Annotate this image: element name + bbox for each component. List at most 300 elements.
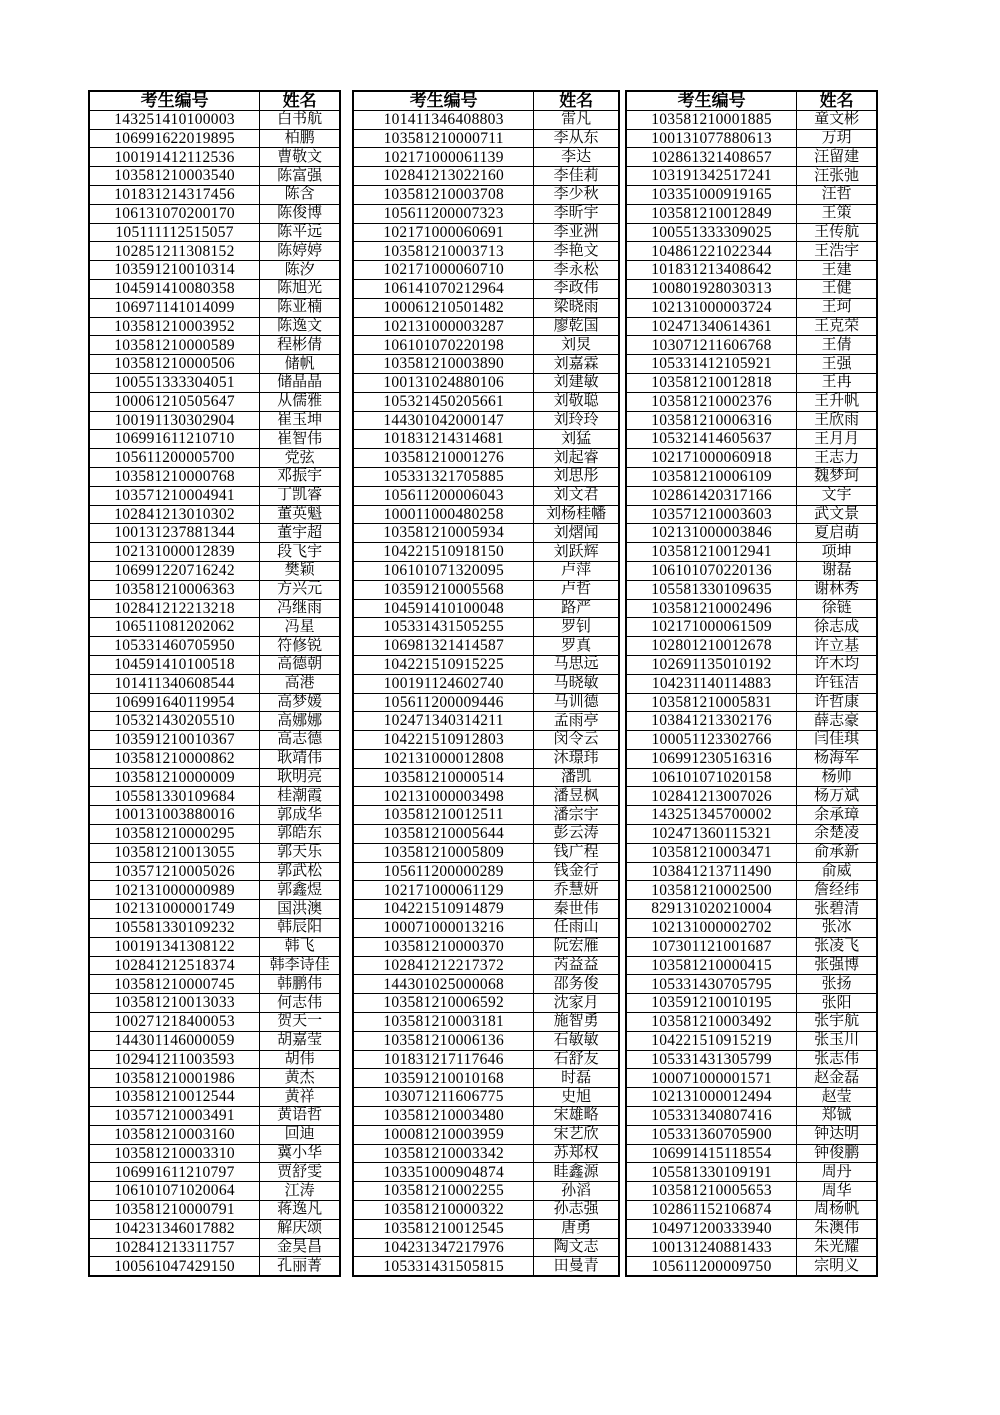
candidate-name: 徐链 xyxy=(797,599,877,618)
candidate-name: 冀小华 xyxy=(260,1144,340,1163)
table-row xyxy=(626,411,877,430)
candidate-name: 陈亚楠 xyxy=(260,298,340,317)
table-row xyxy=(626,787,877,806)
candidate-id: 103351000919165 xyxy=(626,185,797,204)
candidate-id: 105581330109232 xyxy=(89,919,260,938)
candidate-name: 黄杰 xyxy=(260,1069,340,1088)
table-row xyxy=(626,298,877,317)
candidate-id: 103581210000514 xyxy=(353,768,534,787)
candidate-name: 沐璟玮 xyxy=(534,749,619,768)
candidate-name: 刘思彤 xyxy=(534,467,619,486)
candidate-id: 102471360115321 xyxy=(626,825,797,844)
table-row xyxy=(353,1088,619,1107)
table-row xyxy=(626,148,877,167)
table-row xyxy=(89,825,340,844)
table-row xyxy=(89,1069,340,1088)
candidate-name: 段飞宇 xyxy=(260,543,340,562)
candidate-name: 王浩宇 xyxy=(797,242,877,261)
candidate-name: 钟俊鹏 xyxy=(797,1144,877,1163)
candidate-name: 方兴元 xyxy=(260,580,340,599)
candidate-id: 103581210000768 xyxy=(89,467,260,486)
table-row xyxy=(89,1144,340,1163)
candidate-id: 100131077880613 xyxy=(626,129,797,148)
candidate-id: 102471340614361 xyxy=(626,317,797,336)
candidate-id: 105111112515057 xyxy=(89,223,260,242)
candidate-id: 103581210001276 xyxy=(353,449,534,468)
candidate-name: 韩辰阳 xyxy=(260,919,340,938)
candidate-name: 何志伟 xyxy=(260,994,340,1013)
candidate-name: 柏鹏 xyxy=(260,129,340,148)
candidate-id: 103581210003890 xyxy=(353,355,534,374)
candidate-id: 103581210005653 xyxy=(626,1182,797,1201)
table-row xyxy=(353,731,619,750)
candidate-name: 国洪澳 xyxy=(260,900,340,919)
candidate-id: 104231140114883 xyxy=(626,674,797,693)
table-row xyxy=(89,956,340,975)
candidate-name: 秦世伟 xyxy=(534,900,619,919)
candidate-id: 103581210002500 xyxy=(626,881,797,900)
candidate-id: 100131240881433 xyxy=(626,1238,797,1257)
candidate-name: 芮益益 xyxy=(534,956,619,975)
candidate-name: 金昊昌 xyxy=(260,1238,340,1257)
table-row xyxy=(353,1125,619,1144)
candidate-name: 刘跃辉 xyxy=(534,543,619,562)
candidate-id: 104971200333940 xyxy=(626,1219,797,1238)
candidate-id: 106131070200170 xyxy=(89,204,260,223)
candidate-name: 刘熠闻 xyxy=(534,524,619,543)
candidate-id: 100551333309025 xyxy=(626,223,797,242)
candidate-name: 贾舒雯 xyxy=(260,1163,340,1182)
candidate-name: 徐志成 xyxy=(797,618,877,637)
candidate-id: 105331340807416 xyxy=(626,1107,797,1126)
candidate-name: 李艳文 xyxy=(534,242,619,261)
candidate-id: 103581210013033 xyxy=(89,994,260,1013)
candidate-id: 107301121001687 xyxy=(626,937,797,956)
candidate-name: 耿明亮 xyxy=(260,768,340,787)
table-row xyxy=(353,975,619,994)
candidate-id: 100051123302766 xyxy=(626,731,797,750)
candidate-name: 邵务俊 xyxy=(534,975,619,994)
table-row xyxy=(353,279,619,298)
candidate-name: 张玉川 xyxy=(797,1031,877,1050)
candidate-id: 102131000002702 xyxy=(626,919,797,938)
candidate-id: 103581210002376 xyxy=(626,392,797,411)
candidate-id: 104221510915225 xyxy=(353,655,534,674)
candidate-name: 闵令云 xyxy=(534,731,619,750)
table-row xyxy=(353,1144,619,1163)
table-row xyxy=(353,1238,619,1257)
candidate-id: 102851211308152 xyxy=(89,242,260,261)
candidate-name: 陶文志 xyxy=(534,1238,619,1257)
candidate-name: 樊颖 xyxy=(260,561,340,580)
candidate-id: 103581210000322 xyxy=(353,1201,534,1220)
candidate-name: 石敏敏 xyxy=(534,1031,619,1050)
table-row xyxy=(353,843,619,862)
candidate-id: 105611200006043 xyxy=(353,486,534,505)
table-row xyxy=(353,467,619,486)
candidate-id: 103581210003342 xyxy=(353,1144,534,1163)
table-row xyxy=(89,392,340,411)
candidate-name: 宗明义 xyxy=(797,1257,877,1276)
candidate-id: 102691135010192 xyxy=(626,655,797,674)
table-row xyxy=(626,1125,877,1144)
candidate-id: 103591210010195 xyxy=(626,994,797,1013)
table-row xyxy=(626,693,877,712)
candidate-name: 符修锐 xyxy=(260,637,340,656)
candidate-name: 马思远 xyxy=(534,655,619,674)
candidate-name: 王传航 xyxy=(797,223,877,242)
candidate-name: 张强博 xyxy=(797,956,877,975)
candidate-name: 胡伟 xyxy=(260,1050,340,1069)
table-row xyxy=(626,167,877,186)
candidate-name: 孙滔 xyxy=(534,1182,619,1201)
candidate-id: 106101071020064 xyxy=(89,1182,260,1201)
candidate-name: 钱广程 xyxy=(534,843,619,862)
candidate-id: 102131000003724 xyxy=(626,298,797,317)
candidate-id: 102861420317166 xyxy=(626,486,797,505)
table-row xyxy=(626,1050,877,1069)
candidate-name: 刘嘉霖 xyxy=(534,355,619,374)
table-row xyxy=(353,637,619,656)
candidate-name: 魏梦珂 xyxy=(797,467,877,486)
table-row xyxy=(626,712,877,731)
candidate-id-header: 考生编号 xyxy=(353,91,534,110)
candidate-id: 103571210004941 xyxy=(89,486,260,505)
candidate-name: 汪张弛 xyxy=(797,167,877,186)
candidate-id: 103581210003708 xyxy=(353,185,534,204)
candidate-name: 孟雨亭 xyxy=(534,712,619,731)
table-row xyxy=(353,561,619,580)
candidate-id: 102841213010302 xyxy=(89,505,260,524)
candidate-id: 100551333304051 xyxy=(89,373,260,392)
table-row xyxy=(353,411,619,430)
table-row xyxy=(353,392,619,411)
candidate-name: 韩飞 xyxy=(260,937,340,956)
candidate-id: 103581210006316 xyxy=(626,411,797,430)
roster-table-2 xyxy=(352,90,620,1277)
table-row xyxy=(89,355,340,374)
table-row xyxy=(89,843,340,862)
candidate-id: 105581330109635 xyxy=(626,580,797,599)
table-row xyxy=(89,524,340,543)
candidate-id: 143251410100003 xyxy=(89,110,260,129)
candidate-id: 105331431305799 xyxy=(626,1050,797,1069)
candidate-id: 102171000060691 xyxy=(353,223,534,242)
candidate-id: 144301042000147 xyxy=(353,411,534,430)
candidate-id: 100061210501482 xyxy=(353,298,534,317)
table-row xyxy=(626,1088,877,1107)
candidate-id: 103581210003540 xyxy=(89,167,260,186)
table-row xyxy=(626,637,877,656)
candidate-id: 105611200000289 xyxy=(353,862,534,881)
candidate-name: 杨万斌 xyxy=(797,787,877,806)
table-row xyxy=(626,505,877,524)
table-row xyxy=(353,298,619,317)
candidate-name: 许立基 xyxy=(797,637,877,656)
candidate-name: 汪哲 xyxy=(797,185,877,204)
candidate-id: 102861321408657 xyxy=(626,148,797,167)
candidate-id: 105611200007323 xyxy=(353,204,534,223)
table-row xyxy=(353,505,619,524)
candidate-id: 101831213408642 xyxy=(626,261,797,280)
table-row xyxy=(353,204,619,223)
candidate-id: 102131000003287 xyxy=(353,317,534,336)
candidate-name: 文宇 xyxy=(797,486,877,505)
candidate-id: 100801928030313 xyxy=(626,279,797,298)
table-row xyxy=(626,900,877,919)
candidate-id: 103581210005831 xyxy=(626,693,797,712)
candidate-name: 周华 xyxy=(797,1182,877,1201)
candidate-name: 任雨山 xyxy=(534,919,619,938)
table-row xyxy=(626,373,877,392)
candidate-name: 朱光耀 xyxy=(797,1238,877,1257)
candidate-name: 杨海军 xyxy=(797,749,877,768)
candidate-name: 俞威 xyxy=(797,862,877,881)
candidate-id: 102171000061509 xyxy=(626,618,797,637)
candidate-name: 王升帆 xyxy=(797,392,877,411)
table-row xyxy=(89,1050,340,1069)
table-row xyxy=(353,693,619,712)
header-row xyxy=(626,91,877,110)
candidate-name: 崔玉坤 xyxy=(260,411,340,430)
candidate-id: 106101070220136 xyxy=(626,561,797,580)
table-row xyxy=(89,110,340,129)
candidate-id: 103581210000589 xyxy=(89,336,260,355)
candidate-id: 144301146000059 xyxy=(89,1031,260,1050)
candidate-id: 105321414605637 xyxy=(626,430,797,449)
table-row xyxy=(89,449,340,468)
table-row xyxy=(626,862,877,881)
candidate-name: 郭天乐 xyxy=(260,843,340,862)
candidate-name: 黄语哲 xyxy=(260,1107,340,1126)
candidate-name: 武文景 xyxy=(797,505,877,524)
table-row xyxy=(353,618,619,637)
candidate-name: 程彬倩 xyxy=(260,336,340,355)
table-row xyxy=(353,185,619,204)
candidate-id: 103581210013055 xyxy=(89,843,260,862)
candidate-name: 汪留建 xyxy=(797,148,877,167)
candidate-id: 100071000013216 xyxy=(353,919,534,938)
candidate-id: 103581210001885 xyxy=(626,110,797,129)
table-row xyxy=(626,749,877,768)
roster-table-3 xyxy=(625,90,878,1277)
candidate-id: 103581210000415 xyxy=(626,956,797,975)
table-row xyxy=(353,919,619,938)
table-row xyxy=(626,1107,877,1126)
candidate-id: 104221510915219 xyxy=(626,1031,797,1050)
candidate-name: 周丹 xyxy=(797,1163,877,1182)
table-row xyxy=(353,373,619,392)
candidate-id-header: 考生编号 xyxy=(89,91,260,110)
candidate-name: 高德朝 xyxy=(260,655,340,674)
table-row xyxy=(89,806,340,825)
candidate-id: 100131237881344 xyxy=(89,524,260,543)
candidate-id: 106141070212964 xyxy=(353,279,534,298)
table-row xyxy=(626,561,877,580)
candidate-name: 石舒友 xyxy=(534,1050,619,1069)
candidate-name: 王月月 xyxy=(797,430,877,449)
table-row xyxy=(353,524,619,543)
candidate-name: 夏启萌 xyxy=(797,524,877,543)
table-row xyxy=(626,674,877,693)
table-row xyxy=(626,655,877,674)
candidate-id: 143251345700002 xyxy=(626,806,797,825)
candidate-id: 106991611210710 xyxy=(89,430,260,449)
table-row xyxy=(626,242,877,261)
candidate-id: 101411346408803 xyxy=(353,110,534,129)
candidate-name: 韩李诗佳 xyxy=(260,956,340,975)
table-row xyxy=(89,994,340,1013)
table-row xyxy=(89,261,340,280)
table-row xyxy=(89,298,340,317)
candidate-name: 郑铖 xyxy=(797,1107,877,1126)
table-row xyxy=(353,110,619,129)
candidate-name: 李昕宇 xyxy=(534,204,619,223)
candidate-name: 施智勇 xyxy=(534,1013,619,1032)
candidate-id: 100131003880016 xyxy=(89,806,260,825)
table-row xyxy=(626,956,877,975)
table-row xyxy=(89,223,340,242)
candidate-name-header: 姓名 xyxy=(260,91,340,110)
candidate-id: 102841212217372 xyxy=(353,956,534,975)
table-row xyxy=(626,994,877,1013)
candidate-id: 105321430205510 xyxy=(89,712,260,731)
candidate-name: 李佳莉 xyxy=(534,167,619,186)
candidate-id: 105611200009446 xyxy=(353,693,534,712)
candidate-name: 耿靖伟 xyxy=(260,749,340,768)
candidate-name: 郭皓东 xyxy=(260,825,340,844)
candidate-name: 李政伟 xyxy=(534,279,619,298)
candidate-name: 刘起睿 xyxy=(534,449,619,468)
table-row xyxy=(353,1031,619,1050)
candidate-name: 眭鑫源 xyxy=(534,1163,619,1182)
candidate-name: 潘昱枫 xyxy=(534,787,619,806)
candidate-id: 102841213311757 xyxy=(89,1238,260,1257)
candidate-id: 103581210003713 xyxy=(353,242,534,261)
table-row xyxy=(353,1201,619,1220)
candidate-id: 101831214314681 xyxy=(353,430,534,449)
table-row xyxy=(626,618,877,637)
table-row xyxy=(626,937,877,956)
candidate-id: 100011000480258 xyxy=(353,505,534,524)
candidate-name: 崔智伟 xyxy=(260,430,340,449)
candidate-id: 100271218400053 xyxy=(89,1013,260,1032)
candidate-name: 潘凯 xyxy=(534,768,619,787)
table-row xyxy=(626,975,877,994)
candidate-name: 孔丽菁 xyxy=(260,1257,340,1276)
table-row xyxy=(626,1182,877,1201)
table-row xyxy=(353,1219,619,1238)
candidate-id: 105331460705950 xyxy=(89,637,260,656)
table-row xyxy=(89,336,340,355)
roster-table-3-body xyxy=(626,110,877,1276)
candidate-name: 梁晓雨 xyxy=(534,298,619,317)
candidate-name: 刘猛 xyxy=(534,430,619,449)
candidate-id: 103591210005568 xyxy=(353,580,534,599)
table-row xyxy=(626,1069,877,1088)
candidate-name: 阮宏雁 xyxy=(534,937,619,956)
candidate-name: 王建 xyxy=(797,261,877,280)
table-row xyxy=(626,110,877,129)
candidate-name: 王倩 xyxy=(797,336,877,355)
table-row xyxy=(353,994,619,1013)
candidate-id: 103581210006363 xyxy=(89,580,260,599)
candidate-id: 103591210010367 xyxy=(89,731,260,750)
candidate-id: 103581210000711 xyxy=(353,129,534,148)
candidate-id: 103071211606768 xyxy=(626,336,797,355)
table-row xyxy=(626,129,877,148)
candidate-name: 郭鑫煜 xyxy=(260,881,340,900)
candidate-id: 103191342517241 xyxy=(626,167,797,186)
candidate-name: 潘宗宇 xyxy=(534,806,619,825)
candidate-name: 贺天一 xyxy=(260,1013,340,1032)
candidate-id: 103581210003492 xyxy=(626,1013,797,1032)
candidate-id: 104861221022344 xyxy=(626,242,797,261)
candidate-id: 102131000012839 xyxy=(89,543,260,562)
table-row xyxy=(89,599,340,618)
candidate-id: 103841213711490 xyxy=(626,862,797,881)
candidate-id: 103581210003160 xyxy=(89,1125,260,1144)
candidate-name: 余承璋 xyxy=(797,806,877,825)
candidate-id: 103581210000370 xyxy=(353,937,534,956)
table-row xyxy=(353,317,619,336)
candidate-name: 陈富强 xyxy=(260,167,340,186)
table-row xyxy=(626,204,877,223)
candidate-id: 103581210000009 xyxy=(89,768,260,787)
table-row xyxy=(89,768,340,787)
candidate-name: 冯星 xyxy=(260,618,340,637)
candidate-name: 胡嘉莹 xyxy=(260,1031,340,1050)
candidate-id: 103581210000745 xyxy=(89,975,260,994)
candidate-name: 卢萍 xyxy=(534,561,619,580)
candidate-id: 104221510914879 xyxy=(353,900,534,919)
table-row xyxy=(89,749,340,768)
candidate-name: 李少秋 xyxy=(534,185,619,204)
candidate-name: 陈含 xyxy=(260,185,340,204)
roster-table-2-body xyxy=(353,110,619,1276)
table-row xyxy=(89,317,340,336)
table-row xyxy=(626,317,877,336)
candidate-id: 101831214317456 xyxy=(89,185,260,204)
candidate-id: 100561047429150 xyxy=(89,1257,260,1276)
table-row xyxy=(89,731,340,750)
candidate-name: 回迪 xyxy=(260,1125,340,1144)
candidate-id: 103351000904874 xyxy=(353,1163,534,1182)
table-row xyxy=(353,806,619,825)
table-row xyxy=(353,937,619,956)
candidate-name: 李永松 xyxy=(534,261,619,280)
candidate-id: 106101071320095 xyxy=(353,561,534,580)
table-row xyxy=(626,430,877,449)
candidate-name: 王强 xyxy=(797,355,877,374)
table-row xyxy=(89,1013,340,1032)
table-row xyxy=(626,392,877,411)
candidate-name-header: 姓名 xyxy=(534,91,619,110)
candidate-name: 童文彬 xyxy=(797,110,877,129)
table-row xyxy=(626,185,877,204)
candidate-id: 103581210003471 xyxy=(626,843,797,862)
table-row xyxy=(89,561,340,580)
candidate-id: 106971141014099 xyxy=(89,298,260,317)
table-row xyxy=(89,862,340,881)
candidate-name: 高娜娜 xyxy=(260,712,340,731)
table-row xyxy=(626,843,877,862)
candidate-name: 沈家月 xyxy=(534,994,619,1013)
candidate-name: 李从东 xyxy=(534,129,619,148)
candidate-name: 史旭 xyxy=(534,1088,619,1107)
candidate-name: 陈汐 xyxy=(260,261,340,280)
candidate-id: 104591410100518 xyxy=(89,655,260,674)
